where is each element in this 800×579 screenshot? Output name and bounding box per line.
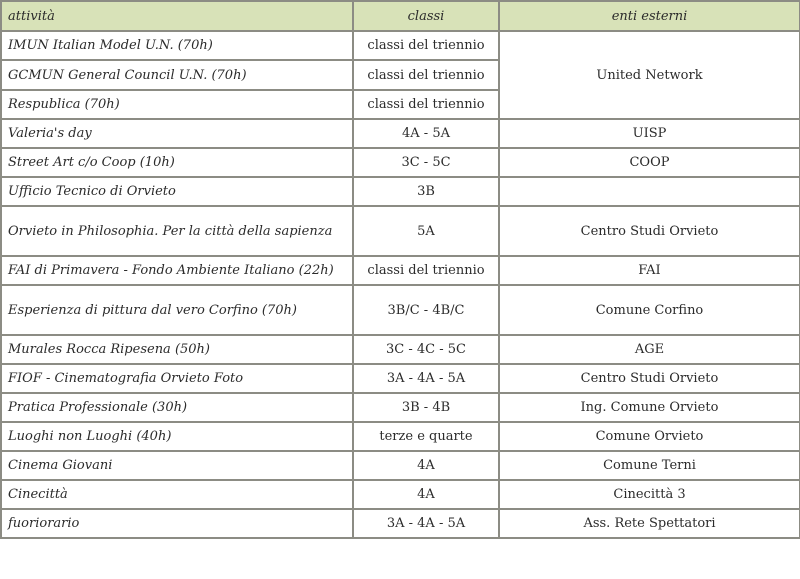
cell-attivita: Valeria's day: [1, 119, 353, 148]
table-row: [1, 119, 800, 148]
cell-classi: 5A: [353, 206, 499, 256]
cell-classi: 3C - 4C - 5C: [353, 335, 499, 364]
cell-enti: Ass. Rete Spettatori: [499, 509, 800, 538]
cell-attivita: Murales Rocca Ripesena (50h): [1, 335, 353, 364]
cell-classi: 3A - 4A - 5A: [353, 509, 499, 538]
table-row: [1, 206, 800, 256]
cell-classi: 4A: [353, 480, 499, 509]
cell-enti: Ing. Comune Orvieto: [499, 393, 800, 422]
cell-classi: 4A: [353, 451, 499, 480]
header-enti-esterni: enti esterni: [499, 1, 800, 31]
cell-classi: 3B: [353, 177, 499, 206]
cell-attivita: Respublica (70h): [1, 90, 353, 119]
cell-enti: Comune Terni: [499, 451, 800, 480]
header-classi: classi: [353, 1, 499, 31]
cell-attivita: Orvieto in Philosophia. Per la città della sapienza: [1, 206, 353, 256]
cell-classi: classi del triennio: [353, 31, 499, 60]
table-row: [1, 31, 800, 60]
cell-attivita: Luoghi non Luoghi (40h): [1, 422, 353, 451]
cell-attivita: IMUN Italian Model U.N. (70h): [1, 31, 353, 60]
cell-enti-merged: United Network: [499, 31, 800, 119]
table-row: [1, 364, 800, 393]
cell-attivita: Cinecittà: [1, 480, 353, 509]
table-row: [1, 393, 800, 422]
cell-classi: terze e quarte: [353, 422, 499, 451]
cell-classi: 4A - 5A: [353, 119, 499, 148]
table-header-row: [1, 1, 800, 31]
cell-classi: 3A - 4A - 5A: [353, 364, 499, 393]
cell-enti: [499, 177, 800, 206]
cell-enti: UISP: [499, 119, 800, 148]
cell-enti: Centro Studi Orvieto: [499, 364, 800, 393]
table-row: [1, 451, 800, 480]
cell-classi: classi del triennio: [353, 90, 499, 119]
table-row: [1, 335, 800, 364]
cell-classi: 3C - 5C: [353, 148, 499, 177]
cell-attivita: fuoriorario: [1, 509, 353, 538]
table-row: [1, 509, 800, 538]
cell-enti: Comune Corfino: [499, 285, 800, 335]
cell-classi: 3B - 4B: [353, 393, 499, 422]
cell-enti: FAI: [499, 256, 800, 285]
cell-enti: Comune Orvieto: [499, 422, 800, 451]
cell-attivita: Pratica Professionale (30h): [1, 393, 353, 422]
table-row: [1, 285, 800, 335]
cell-classi: 3B/C - 4B/C: [353, 285, 499, 335]
cell-enti: AGE: [499, 335, 800, 364]
cell-attivita: Ufficio Tecnico di Orvieto: [1, 177, 353, 206]
cell-enti: Centro Studi Orvieto: [499, 206, 800, 256]
cell-attivita: FAI di Primavera - Fondo Ambiente Italiano (22h): [1, 256, 353, 285]
cell-enti: COOP: [499, 148, 800, 177]
header-attivita: attività: [1, 1, 353, 31]
table-row: [1, 256, 800, 285]
cell-enti: Cinecittà 3: [499, 480, 800, 509]
table-row: [1, 422, 800, 451]
cell-classi: classi del triennio: [353, 60, 499, 90]
cell-attivita: Cinema Giovani: [1, 451, 353, 480]
table-row: [1, 177, 800, 206]
cell-attivita: GCMUN General Council U.N. (70h): [1, 60, 353, 90]
table-row: [1, 480, 800, 509]
cell-attivita: FIOF - Cinematografia Orvieto Foto: [1, 364, 353, 393]
table-row: [1, 148, 800, 177]
cell-classi: classi del triennio: [353, 256, 499, 285]
cell-attivita: Street Art c/o Coop (10h): [1, 148, 353, 177]
cell-attivita: Esperienza di pittura dal vero Corfino (70h): [1, 285, 353, 335]
